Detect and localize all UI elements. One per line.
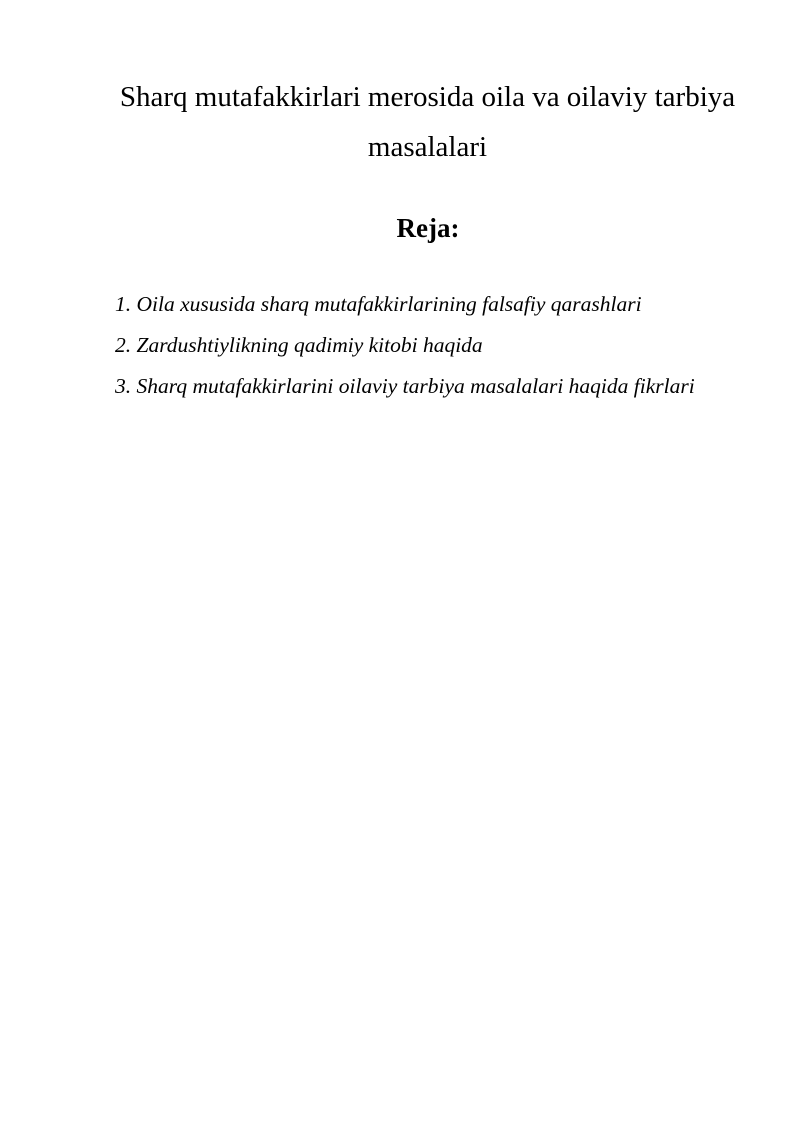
plan-item: 1. Oila xususida sharq mutafakkirlarining falsafiy qarashlari [115, 292, 642, 316]
document-title [100, 72, 755, 172]
plan-heading: Reja: [396, 213, 460, 243]
title-line-2: masalalari [367, 131, 488, 163]
plan-item: 2. Zardushtiylikning qadimiy kitobi haqida [115, 333, 483, 357]
plan-item: 3. Sharq mutafakkirlarini oilaviy tarbiya masalalari haqida fikrlari [115, 374, 695, 398]
plan-list [115, 284, 725, 407]
title-line-1: Sharq mutafakkirlari merosida oila va oilaviy tarbiya [119, 81, 736, 113]
